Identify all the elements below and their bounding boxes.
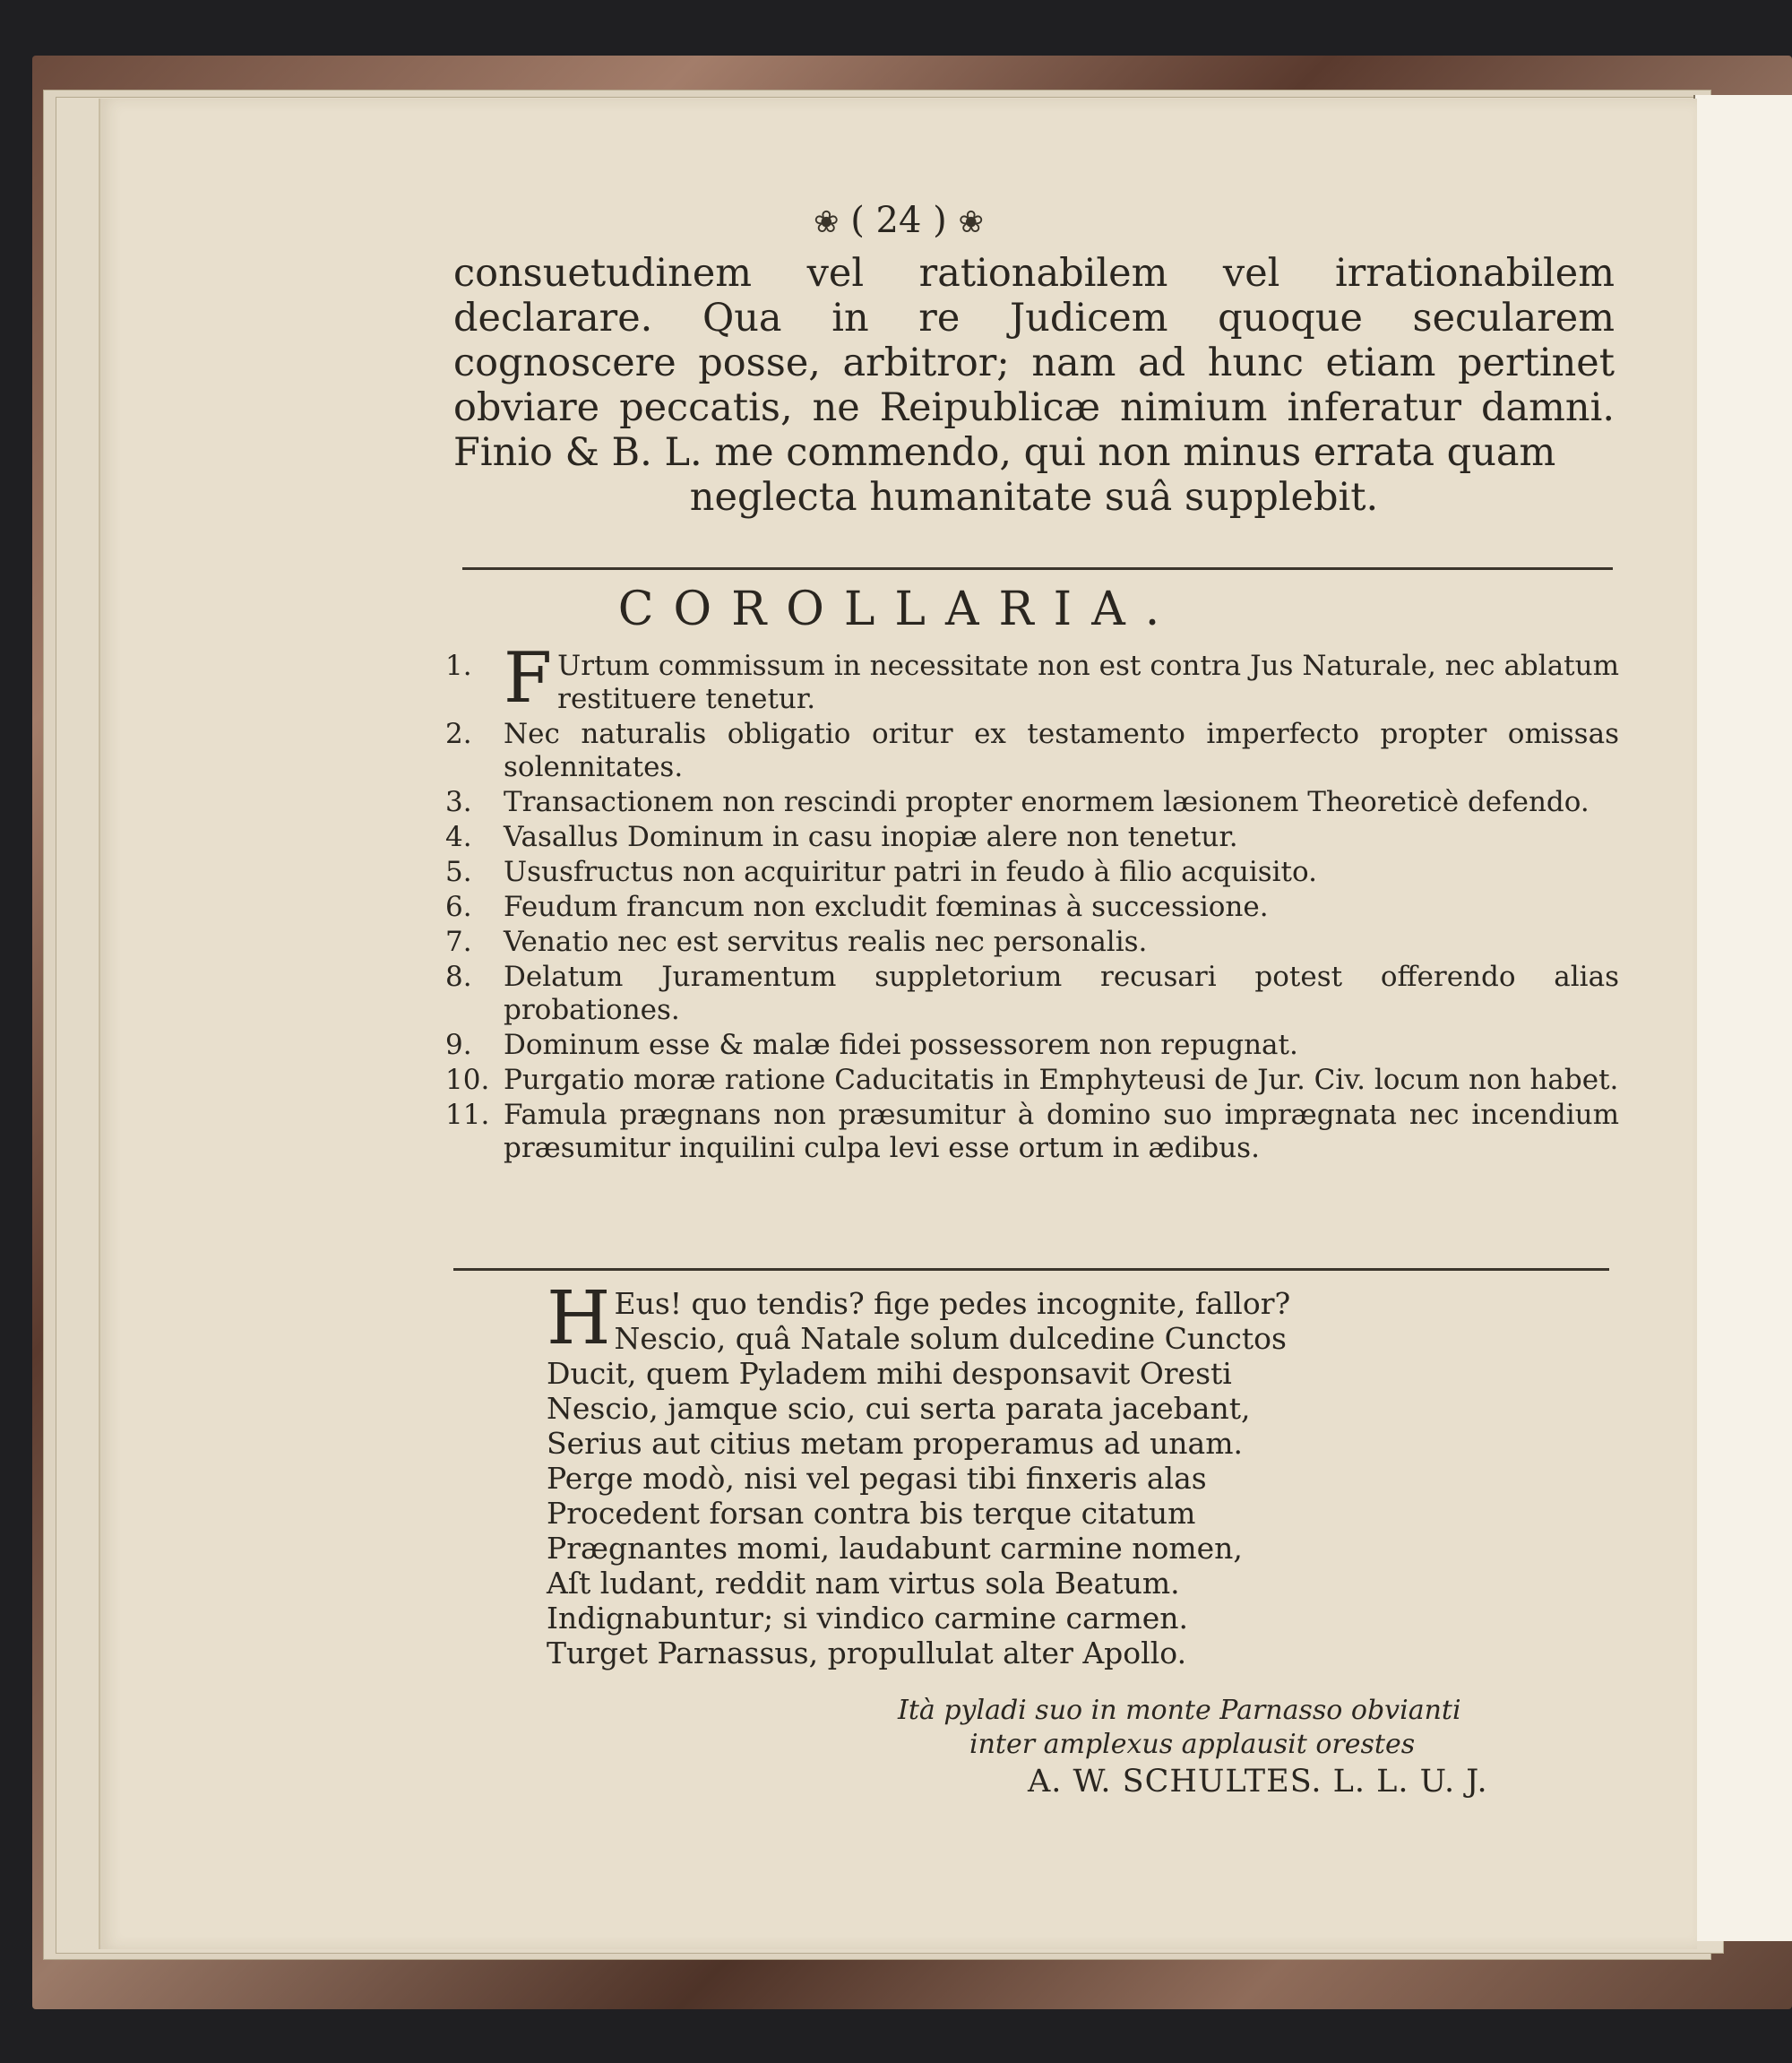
corollaria-list <box>445 638 1619 1167</box>
dedication-line: Ità pyladi suo in monte Parnasso obvianti <box>898 1695 1461 1726</box>
item-number: 5. <box>445 856 472 888</box>
list-item <box>445 821 1619 854</box>
list-item <box>445 786 1619 819</box>
poem-line: Turget Parnassus, propullulat alter Apollo. <box>547 1636 1187 1670</box>
list-item <box>445 856 1619 889</box>
page-number: ( 24 ) <box>850 200 947 241</box>
poem-line: Procedent forsan contra bis terque citatum <box>547 1496 1196 1531</box>
list-item <box>445 891 1619 924</box>
item-number: 9. <box>445 1029 472 1061</box>
item-number: 10. <box>445 1064 490 1096</box>
poem-line: Aſt ludant, reddit nam virtus sola Beatum. <box>547 1566 1180 1601</box>
dedication <box>898 1694 1597 1762</box>
poem-line: Serius aut citius metam properamus ad unam. <box>547 1426 1243 1461</box>
poem-line: Indignabuntur; si vindico carmine carmen. <box>547 1601 1189 1636</box>
item-text: Nec naturalis obligatio oritur ex testamento imperfecto propter omissas solennitates. <box>504 718 1619 783</box>
poem-line: Nescio, quâ Natale solum dulcedine Cunctos <box>614 1321 1287 1356</box>
item-text: Transactionem non rescindi propter enormem læsionem Theoreticè defendo. <box>504 786 1590 818</box>
item-text: Feudum francum non excludit fœminas à successione. <box>504 891 1269 923</box>
dedication-line: inter amplexus applausit orestes <box>969 1729 1416 1760</box>
list-item <box>445 1099 1619 1165</box>
list-item <box>445 638 1619 719</box>
item-number: 7. <box>445 926 472 958</box>
item-number: 3. <box>445 786 472 818</box>
item-text: Purgatio moræ ratione Caducitatis in Emphyteusi de Jur. Civ. locum non habet. <box>504 1064 1619 1096</box>
intro-paragraph <box>453 251 1615 520</box>
signature: A. W. SCHULTES. L. L. U. J. <box>1028 1764 1488 1800</box>
item-number: 1. <box>445 650 472 682</box>
ornament-icon: ❀ <box>814 204 840 240</box>
list-item <box>445 961 1619 1027</box>
facing-page-edge <box>1693 95 1792 1941</box>
poem-line: Eus! quo tendis? fige pedes incognite, fallor? <box>614 1286 1291 1321</box>
poem-line: Prægnantes momi, laudabunt carmine nomen, <box>547 1531 1243 1566</box>
poem-line: Ducit, quem Pyladem mihi desponsavit Oresti <box>547 1356 1232 1391</box>
item-text: Ususfructus non acquiritur patri in feudo à filio acquisito. <box>504 856 1317 888</box>
list-item <box>445 1029 1619 1062</box>
item-number: 6. <box>445 891 472 923</box>
item-text: Vasallus Dominum in casu inopiæ alere non tenetur. <box>504 821 1238 853</box>
poem <box>547 1276 1291 1670</box>
item-text: Famula prægnans non præsumitur à domino suo imprægnata nec incendium præsumitur inquilini culpa levi esse ortum in ædibus. <box>504 1099 1619 1164</box>
page-header <box>100 200 1697 241</box>
list-item <box>445 926 1619 959</box>
item-text: Delatum Juramentum suppletorium recusari potest offerendo alias probationes. <box>504 961 1619 1026</box>
item-number: 8. <box>445 961 472 993</box>
list-item <box>445 1064 1619 1097</box>
item-number: 4. <box>445 821 472 853</box>
ornament-icon: ❀ <box>958 204 984 240</box>
item-number: 2. <box>445 718 472 750</box>
item-text: Venatio nec est servitus realis nec personalis. <box>504 926 1148 958</box>
poem-line: Nescio, jamque scio, cui serta parata jacebant, <box>547 1391 1251 1426</box>
book-page <box>99 99 1697 1949</box>
item-text: Dominum esse & malæ fidei possessorem non repugnat. <box>504 1029 1298 1061</box>
intro-text: consuetudinem vel rationabilem vel irrationabilem declarare. Qua in re Judicem quoque secularem cognoscere posse, arbitror; nam ad hunc etiam pertinet obviare peccatis, ne Reipublicæ nimium inferatur damni. Finio & B. L. me commendo, qui non minus errata quam <box>453 251 1615 475</box>
intro-last-line: neglecta humanitate suâ supplebit. <box>689 475 1379 520</box>
divider <box>462 567 1613 570</box>
section-title: COROLLARIA. <box>617 583 1180 636</box>
divider <box>453 1268 1609 1271</box>
poem-line: Perge modò, nisi vel pegasi tibi finxeris alas <box>547 1461 1207 1496</box>
item-text: Urtum commissum in necessitate non est contra Jus Naturale, nec ablatum restituere tenetur. <box>557 650 1619 715</box>
drop-cap: H <box>547 1276 611 1361</box>
item-number: 11. <box>445 1099 490 1131</box>
drop-cap: F <box>504 638 553 719</box>
list-item <box>445 718 1619 784</box>
